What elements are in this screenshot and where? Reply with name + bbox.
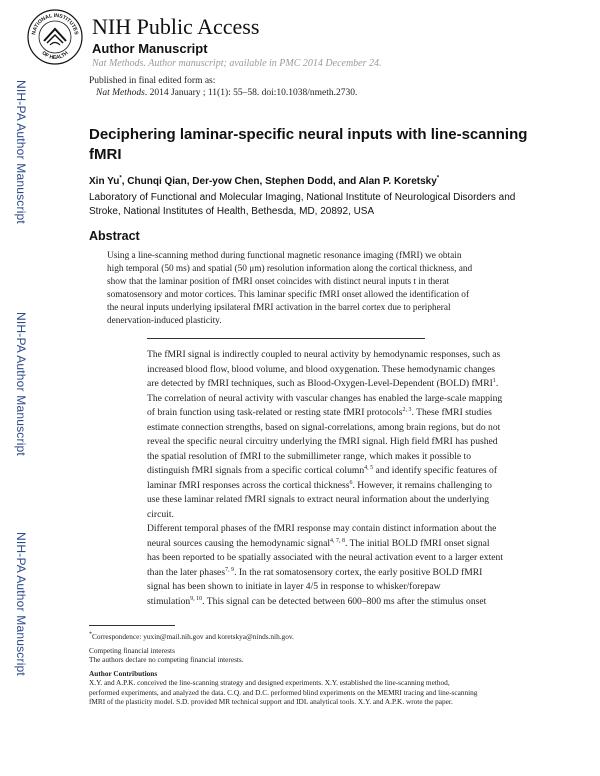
correspondence-text: Correspondence: yuxin@mail.nih.gov and koretskya@ninds.nih.gov.: [92, 632, 294, 641]
body-text: neural sources causing the hemodynamic signal: [147, 537, 331, 549]
body-text: . In the rat somatosensory cortex, the early positive BOLD fMRI: [234, 566, 483, 578]
body-line: Different temporal phases of the fMRI response may contain distinct information about the: [147, 523, 497, 534]
body-text: than the later phases: [147, 566, 226, 578]
reference-mark: 1: [492, 377, 496, 384]
body-text: laminar fMRI responses across the cortical thickness: [147, 479, 350, 491]
body-line: [147, 537, 503, 552]
correspondence: [89, 632, 477, 642]
body-line: has been reported to be spatially associated with the neural activation event to a larger extent: [147, 552, 503, 563]
authors-rest: , Chunqi Qian, Der-yow Chen, Stephen Dodd, and Alan P. Koretsky: [121, 176, 437, 187]
citation-line-2: [96, 87, 357, 99]
reference-mark: 4, 5: [364, 464, 374, 471]
header-subtitle: Author Manuscript: [92, 41, 208, 56]
author-1-mark: *: [119, 175, 122, 182]
body-line: [147, 406, 502, 421]
abstract-line: somatosensory and motor cortices. This laminar specific fMRI onset allowed the identification of: [107, 290, 470, 300]
footnote-divider: [89, 625, 175, 626]
affiliation-line-1: Laboratory of Functional and Molecular Imaging, National Institute of Neurological Disorders and: [89, 192, 516, 203]
contributions-line: performed experiments, and analyzed the data. C.Q. and D.C. performed blind experiments on the MEMRI tracing and line-scanning: [89, 687, 478, 697]
side-label-1: NIH-PA Author Manuscript: [14, 80, 28, 224]
seal-bottom-text: OF HEALTH: [40, 50, 70, 62]
body-text: . This signal can be detected between 600–800 ms after the stimulus onset: [202, 595, 487, 607]
competing-heading: Competing financial interests: [89, 645, 175, 655]
contributions-line: fMRI of the plasticity model. S.D. provided MR technical support and IDL analytical tools. X.Y. and A.P.K. wrote the paper.: [89, 697, 453, 706]
author-1: Xin Yu: [89, 176, 120, 187]
side-label-3: NIH-PA Author Manuscript: [14, 532, 28, 676]
nih-seal-logo: [26, 8, 84, 66]
reference-mark: 4, 7, 8: [330, 537, 346, 544]
abstract-line: the neural inputs underlying ipsilateral fMRI activation in the barrel cortex due to peripheral: [107, 303, 451, 313]
body-text: stimulation: [147, 595, 191, 607]
body-line: [147, 595, 503, 610]
body-text: .: [495, 378, 499, 389]
citation-journal: Nat Methods: [96, 88, 145, 98]
reference-mark: 6: [349, 479, 353, 486]
body-line: The fMRI signal is indirectly coupled to neural activity by hemodynamic responses, such as: [147, 349, 501, 360]
paragraph-1: [147, 348, 502, 522]
body-line: The correlation of neural activity with vascular changes has enabled the large-scale mapping: [147, 392, 503, 404]
affiliation: [89, 191, 515, 219]
footnote-mark: *: [89, 631, 92, 638]
header-title: NIH Public Access: [92, 14, 260, 39]
body-line: estimate connection strengths, based on signal-correlations, among brain regions, but do not: [147, 421, 501, 433]
body-line: [147, 377, 502, 392]
contributions-heading: Author Contributions: [89, 668, 158, 678]
footnotes: [89, 632, 477, 707]
abstract-heading: Abstract: [89, 229, 140, 243]
body-line: signal has been shown to initiate in layer 4/5 in response to whisker/forepaw: [147, 581, 441, 592]
affiliation-line-2: Stroke, National Institutes of Health, Bethesda, MD, 20892, USA: [89, 206, 375, 217]
svg-text:OF HEALTH: [40, 50, 69, 61]
body-line: use these laminar related fMRI signals to extract neural information about the underlying: [147, 494, 490, 505]
author-list: [89, 176, 439, 187]
body-line: [147, 479, 502, 494]
reference-mark: 9, 10: [190, 595, 203, 602]
body-text: and identify specific features of: [373, 465, 498, 476]
abstract-body: [107, 250, 472, 328]
body-text: are detected by fMRI techniques, such as Blood-Oxygen-Level-Dependent (BOLD) fMRI: [147, 378, 493, 389]
body-text: . The initial BOLD fMRI onset signal: [345, 537, 490, 549]
section-divider: [147, 338, 425, 339]
title-line-1: Deciphering laminar-specific neural inputs with line-scanning: [89, 126, 528, 143]
abstract-line: high temporal (50 ms) and spatial (50 μm) resolution information along the cortical thickness, and: [107, 264, 473, 274]
body-text: . These fMRI studies: [411, 407, 492, 418]
body-line: reveal the specific neural circuitry underlying the fMRI signal. High field fMRI has pushed: [147, 436, 498, 447]
citation-details: . 2014 January ; 11(1): 55–58. doi:10.1038/nmeth.2730.: [144, 88, 358, 98]
abstract-line: denervation-induced plasticity.: [107, 316, 222, 326]
abstract-line: Using a line-scanning method during functional magnetic resonance imaging (fMRI) we obtain: [107, 251, 462, 261]
header-availability-note: Nat Methods. Author manuscript; available in PMC 2014 December 24.: [92, 58, 382, 69]
author-last-mark: *: [436, 175, 440, 182]
body-text: . However, it remains challenging to: [352, 479, 492, 491]
seal-top-text: NATIONAL INSTITUTES: [31, 12, 79, 36]
reference-mark: 7, 9: [225, 566, 235, 573]
competing-text: The authors declare no competing financial interests.: [89, 655, 244, 664]
body-line: the spatial resolution of fMRI to the submillimeter range, which makes it possible to: [147, 450, 471, 462]
body-text: of brain function using task-related or resting state fMRI protocols: [147, 407, 403, 418]
body-line: increased blood flow, blood volume, and blood oxygenation. These hemodynamic changes: [147, 363, 495, 375]
paragraph-2: [147, 522, 503, 609]
contributions-line: X.Y. and A.P.K. conceived the line-scanning strategy and designed experiments. X.Y. established the line-scanning method,: [89, 678, 450, 687]
body-text: distinguish fMRI signals from a specific cortical column: [147, 465, 365, 476]
body-line: [147, 464, 502, 479]
citation-line-1: Published in final edited form as:: [89, 76, 216, 86]
reference-mark: 2, 3: [402, 406, 412, 413]
body-line: [147, 566, 503, 581]
title-line-2: fMRI: [89, 146, 122, 163]
abstract-line: show that the laminar position of fMRI onset coincides with distinct neural inputs t in therat: [107, 277, 450, 287]
paper-title: [89, 125, 527, 165]
body-line: circuit.: [147, 508, 174, 520]
side-label-2: NIH-PA Author Manuscript: [14, 312, 28, 456]
